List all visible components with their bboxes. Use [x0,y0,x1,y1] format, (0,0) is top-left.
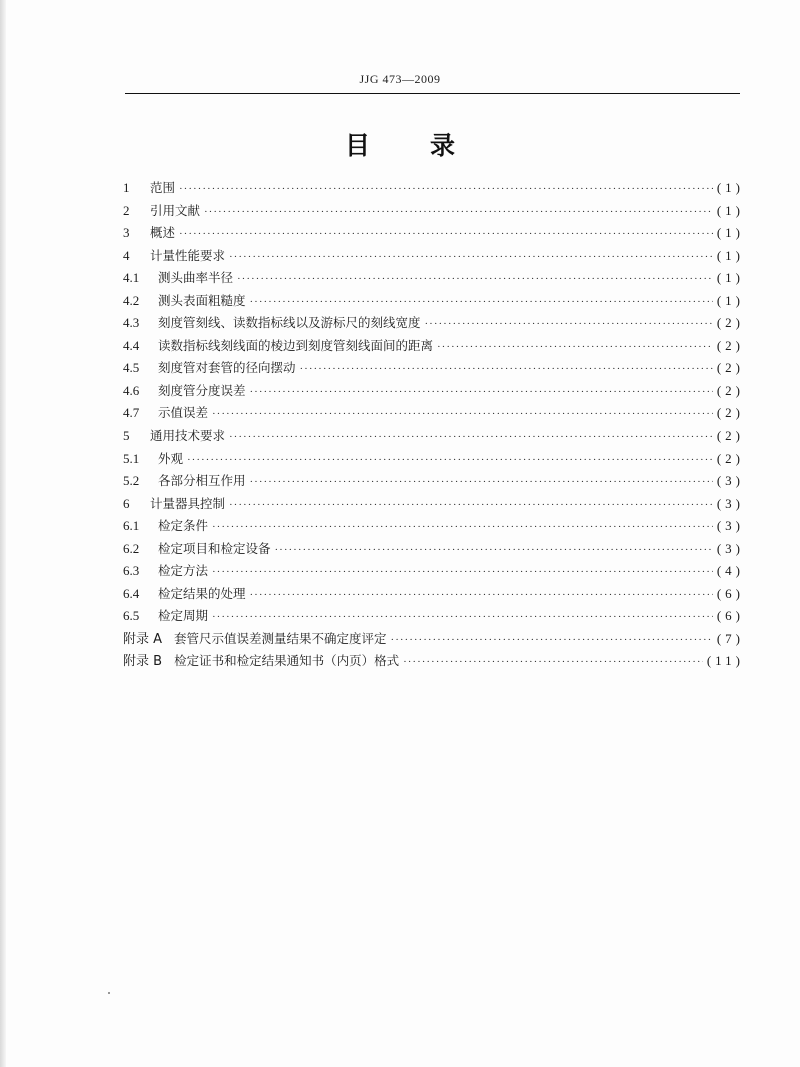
toc-dot-leader [300,358,713,381]
toc-title [0,126,800,162]
toc-entry-title: 引用文献 [150,202,201,218]
toc-dot-leader [391,629,713,652]
toc-entry-title: 通用技术要求 [150,428,226,444]
standard-code: JJG 473—2009 [359,72,441,86]
toc-entry [123,200,744,223]
toc-entry-page: (1) [716,180,744,195]
toc-entry-title: 检定结果的处理 [158,585,246,601]
toc-dot-leader [212,516,713,539]
toc-dot-leader [275,539,713,562]
toc-dot-leader [250,291,713,314]
toc-entry-title: 刻度管刻线、读数指标线以及游标尺的刻线宽度 [158,315,421,331]
toc-entry [123,583,744,606]
scan-speck [108,992,110,994]
toc-entry-page: (2) [716,428,744,444]
toc-entry [123,402,744,425]
toc-entry [123,538,744,561]
toc-entry-number: 1 [123,180,130,195]
toc-dot-leader [229,246,713,269]
toc-entry [123,380,744,403]
toc-entry-title: 读数指标线刻线面的棱边到刻度管刻线面间的距离 [158,337,434,353]
toc-entry [123,470,744,493]
toc-entry-title: 计量性能要求 [150,247,226,263]
toc-entry-number: 4.2 [123,292,140,308]
header-rule [125,93,740,94]
toc-entry [123,335,744,358]
toc-entry-page: (2) [716,315,744,331]
toc-entry [123,222,744,245]
toc-entry-number: 4.3 [123,315,140,331]
toc-entry-title: 检定方法 [158,563,209,579]
toc-entry-title: 测头曲率半径 [158,270,234,286]
toc-entry [123,312,744,335]
toc-entry [123,448,744,471]
toc-entry-page: (2) [716,450,744,466]
toc-entry-page: (7) [716,630,744,646]
toc-entry-number: 4.1 [123,270,140,286]
toc-entry-title: 外观 [158,450,184,466]
toc-dot-leader [179,223,713,246]
toc-dot-leader [437,336,713,359]
toc-entry [123,605,744,628]
toc-entry-page: (3) [716,473,744,489]
toc-entry-number: 6.4 [123,585,140,601]
toc-entry-page: (1) [716,292,744,308]
toc-entry-page: (1) [716,247,744,263]
toc-entry-number: 4.6 [123,382,140,398]
toc-entry-page: (1) [716,270,744,286]
toc-entry-page: (3) [716,518,744,534]
toc-entry-number: 4 [123,247,130,263]
toc-dot-leader [250,381,713,404]
toc-entry-page: (6) [716,608,744,624]
toc-entry-number: 4.5 [123,360,140,376]
toc-entry [123,177,744,200]
toc-entry-number: 5.2 [123,473,140,489]
toc-entry-title: 刻度管分度误差 [158,382,246,398]
toc-entry-page: (6) [716,585,744,601]
toc-entry [123,267,744,290]
toc-title-char-1: 目 [344,131,370,160]
toc-entry-number: 6.3 [123,563,140,579]
toc-entry [123,245,744,268]
toc-entry-title: 检定项目和检定设备 [158,540,271,556]
toc-entry-title: 示值误差 [158,405,209,421]
toc-dot-leader [187,449,713,472]
toc-entry-title: 套管尺示值误差测量结果不确定度评定 [174,630,387,646]
toc-entry-number: 2 [123,202,130,218]
toc-entry-page: (11) [706,653,744,669]
toc-dot-leader [212,561,713,584]
toc-dot-leader [403,651,703,674]
toc-dot-leader [229,426,713,449]
toc-entry [123,290,744,313]
table-of-contents [123,177,744,673]
toc-entry-page: (3) [716,540,744,556]
toc-entry-page: (2) [716,360,744,376]
toc-entry [123,628,744,651]
toc-entry-title: 测头表面粗糙度 [158,292,246,308]
toc-entry-page: (1) [716,225,744,241]
toc-entry-number: 4.7 [123,405,140,421]
toc-entry-title: 刻度管对套管的径向摆动 [158,360,296,376]
toc-entry-number: 6 [123,495,130,511]
toc-dot-leader [250,471,713,494]
toc-entry-title: 范围 [150,180,176,195]
toc-dot-leader [204,201,713,224]
toc-entry-title: 检定条件 [158,518,209,534]
toc-entry-page: (2) [716,382,744,398]
toc-entry-page: (2) [716,337,744,353]
toc-entry [123,357,744,380]
toc-entry-number: 附录 B [123,654,163,670]
toc-entry-page: (3) [716,495,744,511]
toc-entry-number: 6.1 [123,518,140,534]
toc-entry-number: 3 [123,225,130,241]
toc-entry-title: 计量器具控制 [150,495,226,511]
toc-entry-page: (4) [716,563,744,579]
toc-dot-leader [212,606,713,629]
toc-dot-leader [250,584,713,607]
toc-entry [123,560,744,583]
toc-entry-page: (1) [716,202,744,218]
toc-entry-page: (2) [716,405,744,421]
toc-title-char-2: 录 [430,131,456,160]
toc-dot-leader [425,313,713,336]
toc-entry [123,515,744,538]
toc-entry-title: 各部分相互作用 [158,473,246,489]
toc-entry-number: 6.2 [123,540,140,556]
toc-entry-title: 检定周期 [158,608,209,624]
toc-entry [123,493,744,516]
toc-entry-number: 6.5 [123,608,140,624]
toc-entry-number: 附录 A [123,631,163,647]
toc-entry [123,425,744,448]
toc-dot-leader [179,178,713,201]
toc-dot-leader [212,403,713,426]
toc-entry-number: 5.1 [123,450,140,466]
toc-entry [123,650,744,673]
toc-entry-number: 4.4 [123,337,140,353]
toc-dot-leader [229,494,713,517]
toc-entry-title: 概述 [150,225,176,241]
toc-entry-title: 检定证书和检定结果通知书（内页）格式 [174,653,400,669]
toc-dot-leader [237,268,713,291]
toc-entry-number: 5 [123,428,130,444]
